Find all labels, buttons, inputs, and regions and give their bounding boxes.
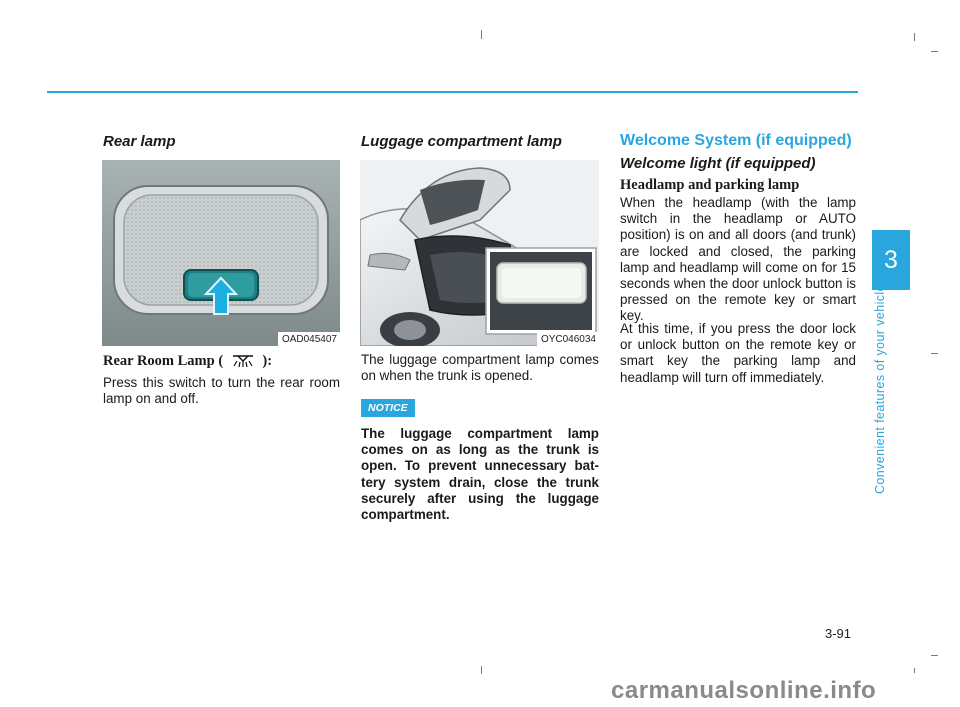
rear-lamp-illustration (102, 160, 340, 346)
room-lamp-icon (230, 352, 256, 373)
chapter-tab: 3 (872, 230, 910, 290)
rear-lamp-figure (102, 160, 340, 346)
crop-mark (914, 33, 915, 41)
crop-mark (931, 353, 938, 354)
rear-lamp-body: Press this switch to turn the rear room lamp on and off. (103, 375, 340, 407)
luggage-lamp-heading: Luggage compartment lamp (361, 133, 562, 150)
figure-code: OYC046034 (537, 332, 599, 346)
notice-text: The luggage compartment lamp comes on as long as the trunk is open. To prevent unnecessary bat-tery system drain, close the trunk securely after using the luggage compartment. (361, 426, 599, 523)
header-rule (47, 91, 858, 93)
page-number: 3-91 (825, 626, 852, 641)
luggage-lamp-body: The luggage compartment lamp comes on when the trunk is opened. (361, 352, 599, 384)
welcome-para-1: When the headlamp (with the lamp switch in the headlamp or AUTO position) is on and all doors (and trunk) are locked and closed, the parking lamp and headlamp will come on for 15 seconds when the door unlock button is pressed on the remote key or smart key. (620, 195, 856, 324)
crop-mark (481, 666, 482, 674)
footer-watermark: carmanualsonline.info (611, 677, 877, 704)
welcome-light-heading: Welcome light (if equipped) (620, 155, 816, 172)
crop-mark (931, 51, 938, 52)
rear-room-lamp-subheading: Rear Room Lamp ( ): (103, 352, 272, 373)
welcome-system-heading: Welcome System (if equipped) (620, 132, 852, 149)
luggage-compartment-illustration (360, 160, 599, 346)
crop-mark (481, 30, 482, 39)
luggage-lamp-figure (360, 160, 599, 346)
welcome-para-2: At this time, if you press the door lock or unlock button on the remote key or smart key the parking lamp and headlamp will turn off immediately. (620, 321, 856, 385)
rear-lamp-heading: Rear lamp (103, 133, 176, 150)
crop-mark (931, 655, 938, 656)
notice-badge: NOTICE (361, 399, 415, 417)
headlamp-parking-heading: Headlamp and parking lamp (620, 177, 800, 193)
crop-mark (914, 668, 915, 673)
figure-code: OAD045407 (278, 332, 340, 346)
chapter-title: Convenient features of your vehicle (873, 284, 887, 494)
